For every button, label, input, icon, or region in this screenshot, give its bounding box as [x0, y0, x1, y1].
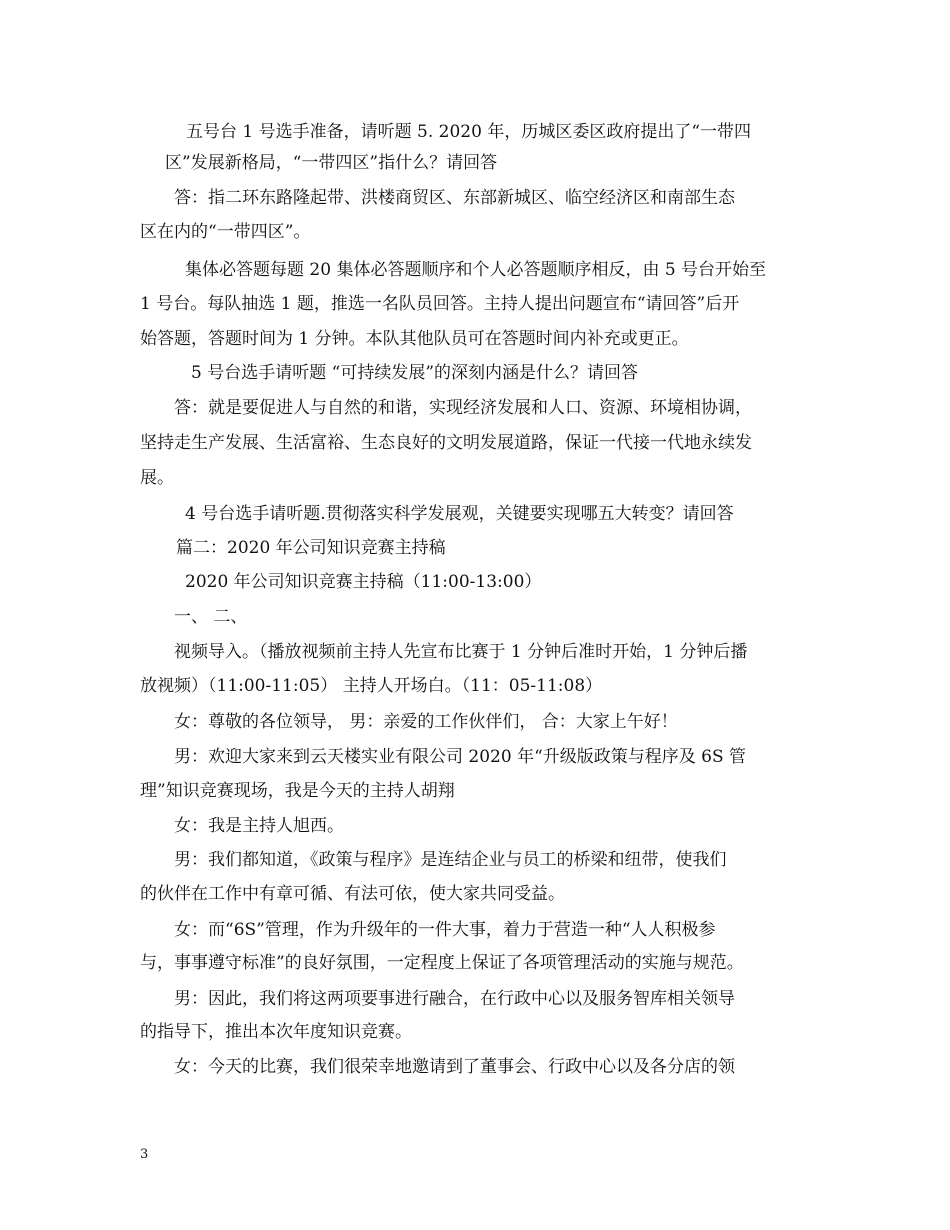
- text-line: 答：指二环东路隆起带、洪楼商贸区、东部新城区、临空经济区和南部生态: [174, 188, 735, 208]
- text-line: 视频导入。（播放视频前主持人先宣布比赛于 1 分钟后准时开始，1 分钟后播: [174, 642, 748, 662]
- text-line: 女：尊敬的各位领导， 男：亲爱的工作伙伴们， 合：大家上午好！: [174, 712, 678, 732]
- text-line: 女：而“6S”管理，作为升级年的一件大事，着力于营造一种“人人积极参: [174, 920, 716, 940]
- text-line: 五号台 1 号选手准备，请听题 5. 2020 年，历城区委区政府提出了“一带四: [186, 122, 752, 142]
- text-line: 男：因此，我们将这两项要事进行融合，在行政中心以及服务智库相关领导: [174, 989, 735, 1009]
- text-line: 男：欢迎大家来到云天楼实业有限公司 2020 年“升级版政策与程序及 6S 管: [174, 747, 747, 767]
- text-line: 放视频）（11:00-11:05） 主持人开场白。（11：05-11:08）: [140, 676, 603, 696]
- text-line: 女：今天的比赛，我们很荣幸地邀请到了董事会、行政中心以及各分店的领: [174, 1057, 735, 1077]
- page-number: 3: [140, 1147, 149, 1162]
- section-subheading: 2020 年公司知识竞赛主持稿（11:00-13:00）: [185, 572, 542, 592]
- text-line: 5 号台选手请听题 “可持续发展”的深刻内涵是什么？请回答: [191, 363, 639, 383]
- text-line: 一、 二、: [174, 607, 248, 627]
- text-line: 1 号台。每队抽选 1 题，推选一名队员回答。主持人提出问题宣布“请回答”后开: [140, 294, 740, 314]
- text-line: 与，事事遵守标准”的良好氛围，一定程度上保证了各项管理活动的实施与规范。: [140, 953, 744, 973]
- text-line: 的指导下，推出本次年度知识竞赛。: [140, 1022, 412, 1042]
- text-line: 4 号台选手请听题.贯彻落实科学发展观，关键要实现哪五大转变？请回答: [185, 504, 734, 524]
- text-line: 展。: [140, 468, 174, 488]
- text-line: 答：就是要促进人与自然的和谐，实现经济发展和人口、资源、环境相协调，: [174, 398, 752, 418]
- text-line: 坚持走生产发展、生活富裕、生态良好的文明发展道路，保证一代接一代地永续发: [140, 433, 752, 453]
- text-line: 的伙伴在工作中有章可循、有法可依，使大家共同受益。: [140, 884, 565, 904]
- text-line: 区在内的“一带四区”。: [140, 222, 311, 242]
- text-line: 理”知识竞赛现场，我是今天的主持人胡翔: [140, 781, 455, 801]
- text-line: 集体必答题每题 20 集体必答题顺序和个人必答题顺序相反，由 5 号台开始至: [185, 260, 767, 280]
- text-line: 女：我是主持人旭西。: [174, 816, 344, 836]
- text-line: 区”发展新格局，“一带四区”指什么？请回答: [165, 153, 498, 173]
- section-heading: 篇二：2020 年公司知识竞赛主持稿: [176, 538, 446, 558]
- text-line: 男：我们都知道，《政策与程序》是连结企业与员工的桥梁和纽带，使我们: [174, 850, 727, 870]
- text-line: 始答题，答题时间为 1 分钟。本队其他队员可在答题时间内补充或更正。: [140, 329, 689, 349]
